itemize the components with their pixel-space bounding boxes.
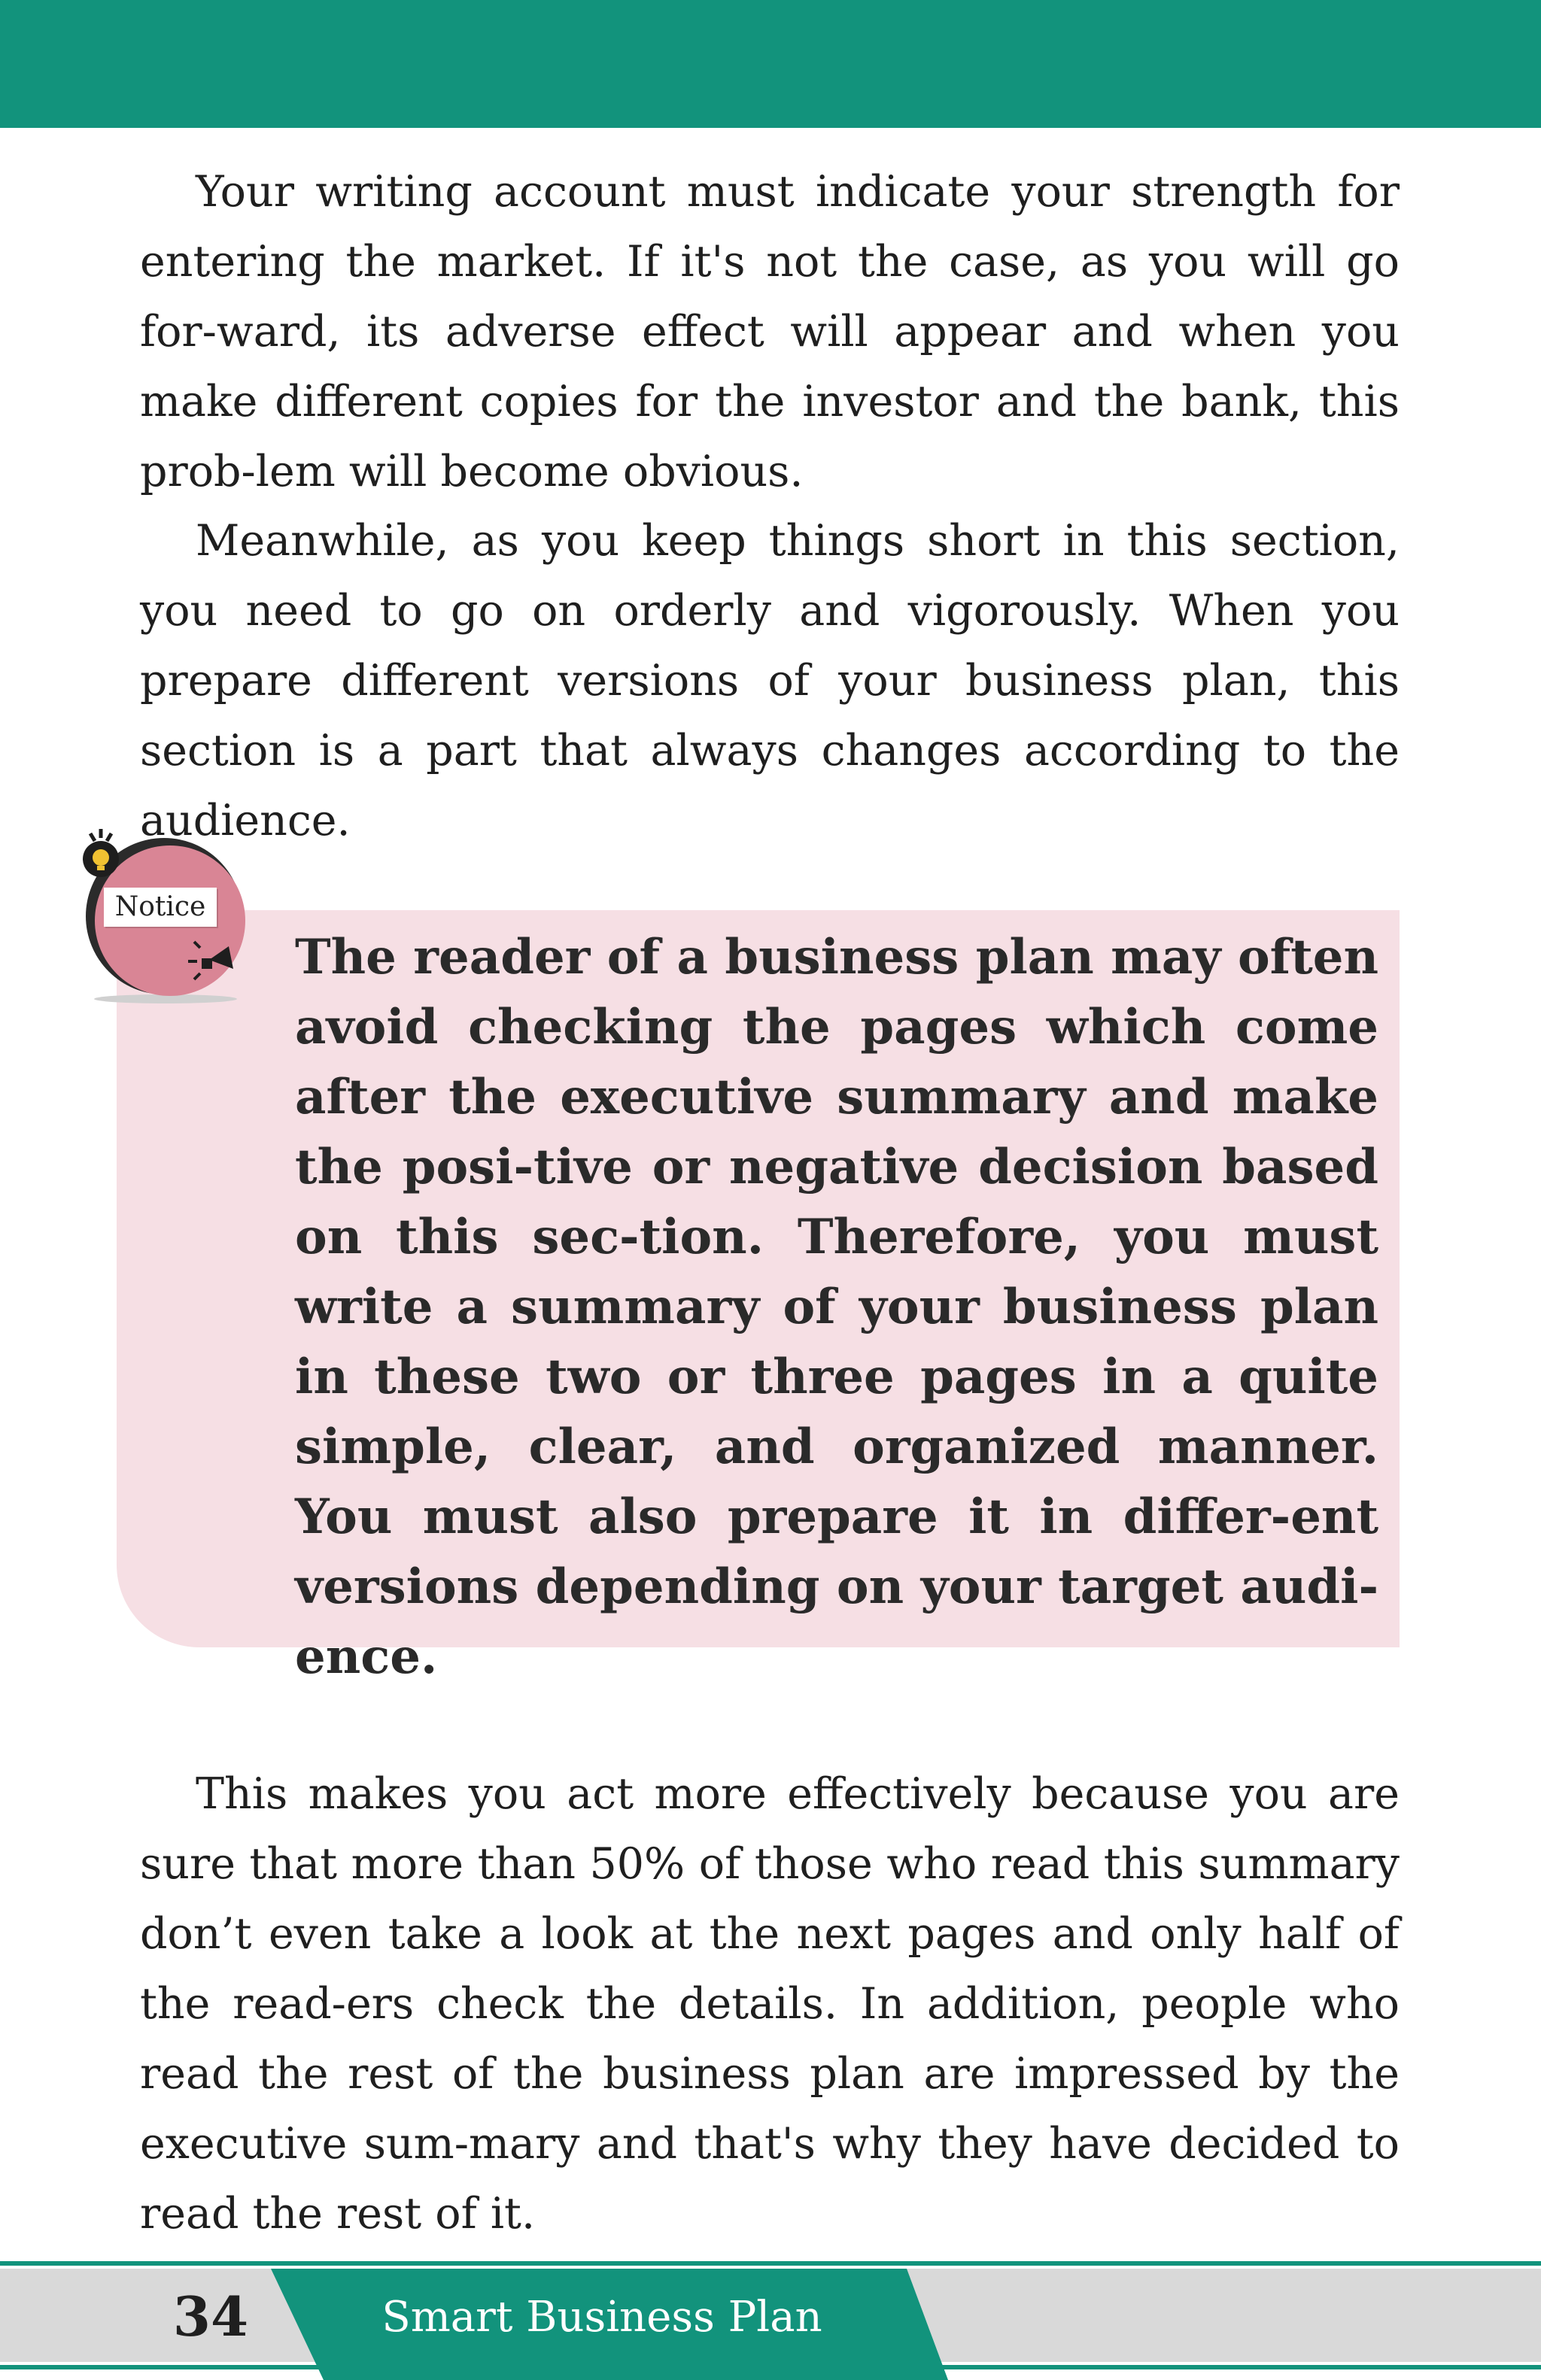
page-number: 34 (172, 2284, 249, 2348)
body-paragraph-3: This makes you act more effectively because you are sure that more than 50% of those who read this summary don’t even take a look at the next pages and only half of the read-ers check the details. In addition, people who read the rest of the business plan are impressed by the executive sum-mary and that's why they have decided to read the rest of it. (140, 1769, 1400, 2239)
body-paragraph-2: Meanwhile, as you keep things short in this section, you need to go on orderly and vigorously. When you prepare different versions of your business plan, this section is a part that always changes according to the audience. (140, 516, 1400, 845)
book-title: Smart Business Plan (381, 2293, 822, 2342)
footer-rule-top (0, 2261, 1541, 2266)
header-band (0, 0, 1541, 128)
body-paragraph-1: Your writing account must indicate your strength for entering the market. If it's not the case, as you will go for-ward, its adverse effect will appear and when you make different copies for the investor and the bank, this prob-lem will become obvious. (140, 167, 1400, 496)
notice-text: The reader of a business plan may often avoid checking the pages which come after the executive summary and make the posi-tive or negative decision based on this sec-tion. Therefore, you must write a summary of your business plan in these two or three pages in a quite simple, clear, and organized manner. You must also prepare it in differ-ent versions depending on your target audi-ence. (295, 929, 1378, 1685)
notice-label: Notice (104, 888, 217, 927)
